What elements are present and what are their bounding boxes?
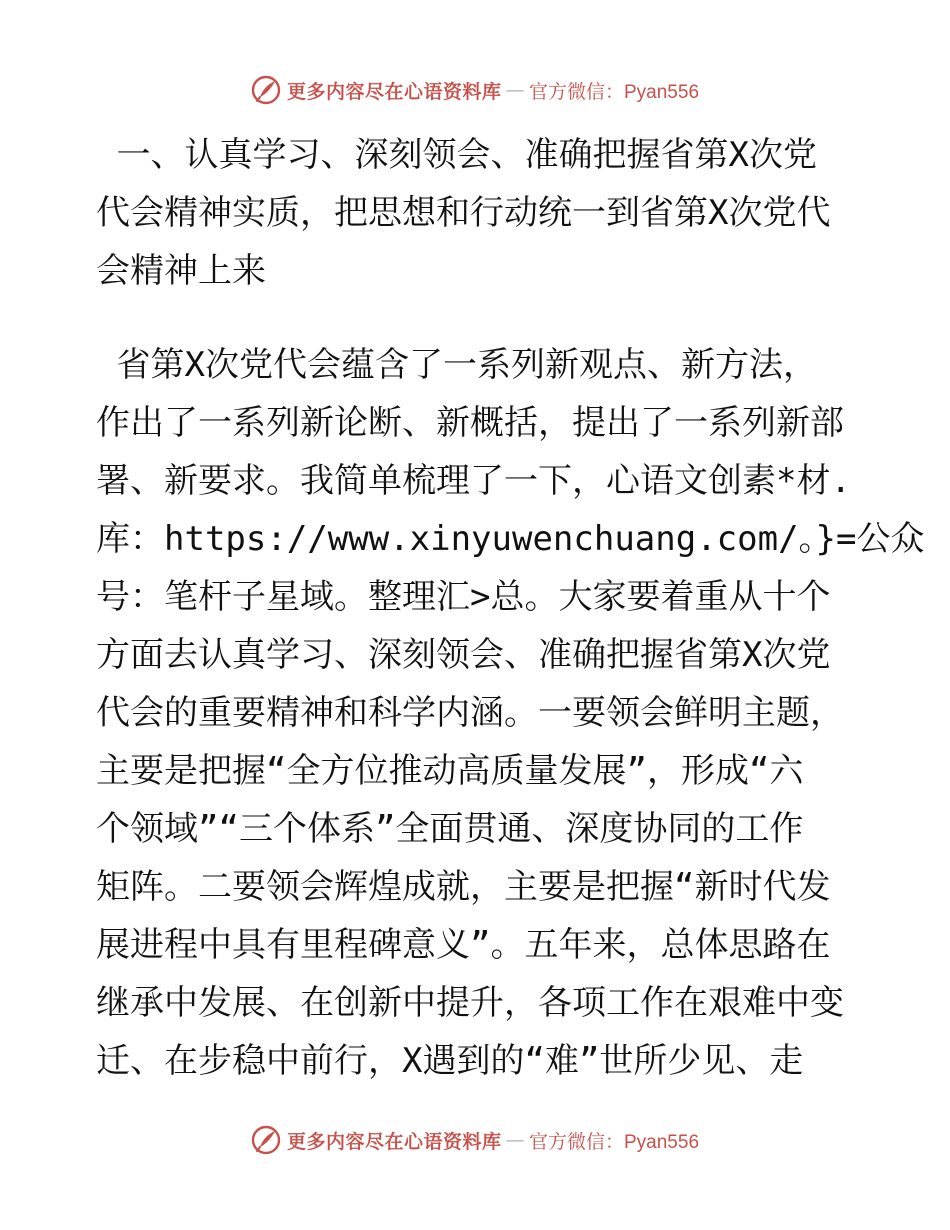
paragraph-line: 省第X次党代会蕴含了一系列新观点、新方法，	[96, 345, 817, 385]
paragraph-line: 作出了一系列新论断、新概括，提出了一系列新部	[96, 403, 844, 443]
paragraph-line: 代会的重要精神和科学内涵。一要领会鲜明主题，	[96, 693, 844, 733]
paragraph-line: 主要是把握“全方位推动高质量发展”，形成“六	[96, 751, 804, 791]
document-body	[96, 126, 925, 1090]
paragraph-line: 署、新要求。我简单梳理了一下，心语文创素*材.	[96, 461, 851, 501]
body-paragraph	[96, 336, 925, 1090]
banner-title: 更多内容尽在心语资料库	[286, 80, 502, 103]
paragraph-line: 迁、在步稳中前行，X遇到的“难”世所少见、走	[96, 1041, 804, 1081]
footer-banner	[0, 1120, 950, 1160]
paragraph-gap	[96, 300, 856, 336]
banner-contact-id: Pyan556	[624, 1131, 700, 1153]
paragraph-line: 继承中发展、在创新中提升，各项工作在艰难中变	[96, 983, 844, 1023]
banner-contact-id: Pyan556	[624, 81, 700, 103]
banner-dash: —	[505, 1129, 525, 1151]
paragraph-line: 方面去认真学习、深刻领会、准确把握省第X次党	[96, 635, 831, 675]
heading-line: 代会精神实质，把思想和行动统一到省第X次党代	[96, 193, 831, 233]
paragraph-line: 个领域”“三个体系”全面贯通、深度协同的工作	[96, 809, 804, 849]
banner-contact-label: 官方微信：	[528, 1130, 624, 1153]
paragraph-line: 矩阵。二要领会辉煌成就，主要是把握“新时代发	[96, 867, 831, 907]
feather-pen-logo-icon	[251, 1125, 281, 1155]
banner-contact	[529, 1127, 699, 1154]
feather-pen-logo-icon	[251, 75, 281, 105]
banner-dash: —	[505, 79, 525, 101]
paragraph-line: 库：https://www.xinyuwenchuang.com/。}=公众	[96, 519, 925, 559]
paragraph-line: 展进程中具有里程碑意义”。五年来，总体思路在	[96, 925, 831, 965]
heading-line: 一、认真学习、深刻领会、准确把握省第X次党	[96, 135, 817, 175]
header-banner	[0, 70, 950, 110]
section-heading	[96, 126, 856, 300]
banner-contact	[529, 77, 699, 104]
banner-contact-label: 官方微信：	[528, 80, 624, 103]
heading-line: 会精神上来	[96, 251, 266, 291]
banner-title: 更多内容尽在心语资料库	[286, 1130, 502, 1153]
paragraph-line: 号：笔杆子星域。整理汇>总。大家要着重从十个	[96, 577, 831, 617]
